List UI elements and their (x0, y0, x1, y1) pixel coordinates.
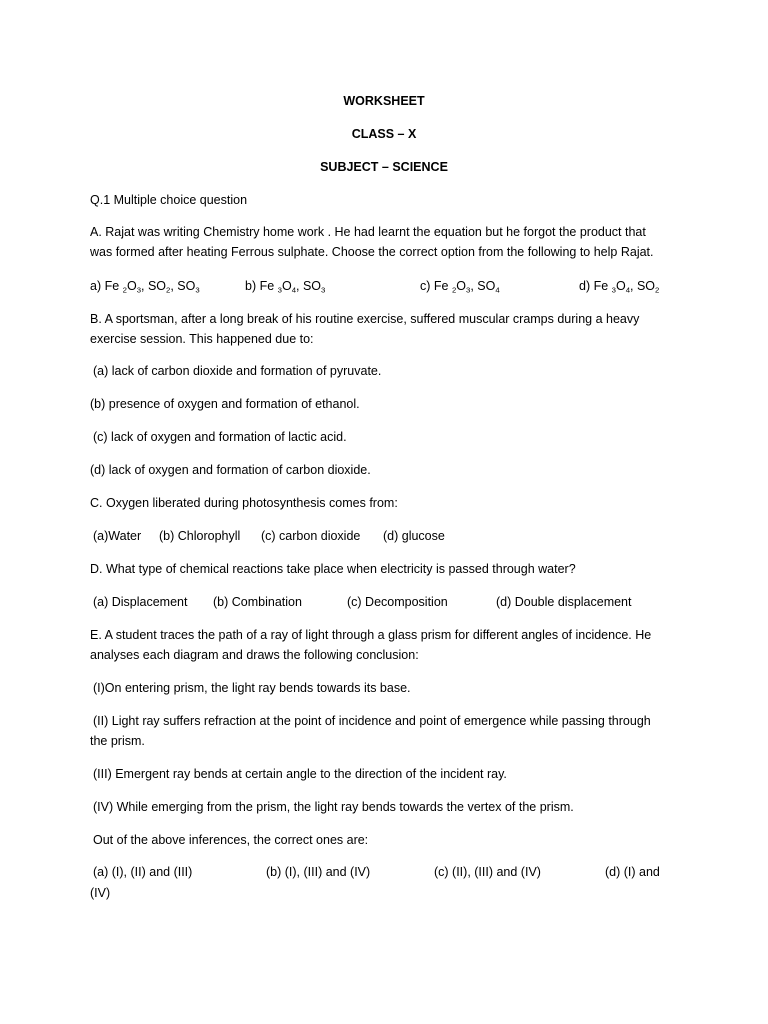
question-c-option-a: (a)Water (93, 529, 142, 543)
formula-subscript: 2 (655, 285, 660, 295)
formula-text: a) Fe (90, 279, 123, 293)
formula-text: , SO (470, 279, 496, 293)
formula-text: , SO (630, 279, 656, 293)
question-b-option-b: (b) presence of oxygen and formation of ethanol. (90, 397, 360, 411)
formula-subscript: 2 (122, 285, 127, 295)
statement-iv: (IV) While emerging from the prism, the light ray bends towards the vertex of the prism. (93, 800, 574, 814)
subject-label: SUBJECT – SCIENCE (320, 160, 448, 174)
formula-subscript: 4 (291, 285, 297, 295)
question-e-text-line: analyses each diagram and draws the following conclusion: (90, 648, 419, 662)
formula-subscript: 3 (466, 285, 471, 295)
question-e-option-d-line: (IV) (90, 886, 111, 900)
question-d-option-c: (c) Decomposition (347, 595, 448, 609)
formula-text: , SO (296, 279, 322, 293)
question-d-option-b: (b) Combination (213, 595, 302, 609)
question-e-option-a: (a) (I), (II) and (III) (93, 865, 193, 879)
class-label: CLASS – X (351, 127, 417, 141)
worksheet-title: WORKSHEET (343, 94, 425, 108)
question-e-prompt: Out of the above inferences, the correct ones are: (93, 833, 369, 847)
formula-subscript: 2 (451, 285, 457, 295)
question-b-option-d: (d) lack of oxygen and formation of carbon dioxide. (90, 463, 371, 477)
question-c-option-d: (d) glucose (383, 529, 445, 543)
question-e-option-b: (b) (I), (III) and (IV) (266, 865, 371, 879)
statement-iii: (III) Emergent ray bends at certain angle to the direction of the incident ray. (93, 767, 507, 781)
question-e-option-d-line: (d) (I) and (605, 865, 660, 879)
question-a-option-b (245, 276, 325, 296)
formula-text: , SO (170, 279, 196, 293)
statement-ii-line: (II) Light ray suffers refraction at the point of incidence and point of emergence while passing through (93, 714, 651, 728)
question-d-option-d: (d) Double displacement (496, 595, 632, 609)
formula-subscript: 3 (321, 285, 326, 295)
question-a-option-a (90, 276, 200, 296)
formula-text: b) Fe (245, 279, 278, 293)
formula-text: O (615, 279, 626, 293)
question-a-text-line: A. Rajat was writing Chemistry home work . He had learnt the equation but he forgot the product that (90, 225, 646, 239)
question-d-option-a: (a) Displacement (93, 595, 188, 609)
formula-subscript: 3 (136, 285, 142, 295)
formula-text: d) Fe (579, 279, 612, 293)
formula-subscript: 3 (611, 285, 616, 295)
formula-text: O (456, 279, 466, 293)
question-e-text-line: E. A student traces the path of a ray of light through a glass prism for different angles of incidence. He (90, 628, 652, 642)
statement-ii-line: the prism. (90, 734, 145, 748)
question-a-text-line: was formed after heating Ferrous sulphate. Choose the correct option from the following to help Rajat. (90, 245, 654, 259)
formula-text: , SO (141, 279, 167, 293)
formula-subscript: 3 (195, 285, 200, 295)
question-a-option-d (579, 276, 659, 296)
question-b-text-line: B. A sportsman, after a long break of his routine exercise, suffered muscular cramps during a heavy (90, 312, 640, 326)
question-b-text-line: exercise session. This happened due to: (90, 332, 314, 346)
question-c-option-c: (c) carbon dioxide (261, 529, 361, 543)
formula-subscript: 4 (625, 285, 631, 295)
question-b-option-c: (c) lack of oxygen and formation of lactic acid. (93, 430, 347, 444)
formula-subscript: 2 (166, 285, 171, 295)
question-d-text: D. What type of chemical reactions take place when electricity is passed through water? (90, 562, 576, 576)
statement-i: (I)On entering prism, the light ray bends towards its base. (93, 681, 411, 695)
formula-text: O (126, 279, 137, 293)
question-c-option-b: (b) Chlorophyll (159, 529, 241, 543)
question-a-option-c (420, 276, 500, 296)
formula-text: c) Fe (420, 279, 452, 293)
formula-subscript: 3 (277, 285, 282, 295)
question-c-text: C. Oxygen liberated during photosynthesis comes from: (90, 496, 398, 510)
question-1-heading: Q.1 Multiple choice question (90, 193, 248, 207)
question-b-option-a: (a) lack of carbon dioxide and formation of pyruvate. (93, 364, 382, 378)
formula-subscript: 4 (495, 285, 500, 295)
question-e-option-c: (c) (II), (III) and (IV) (434, 865, 541, 879)
formula-text: O (281, 279, 292, 293)
